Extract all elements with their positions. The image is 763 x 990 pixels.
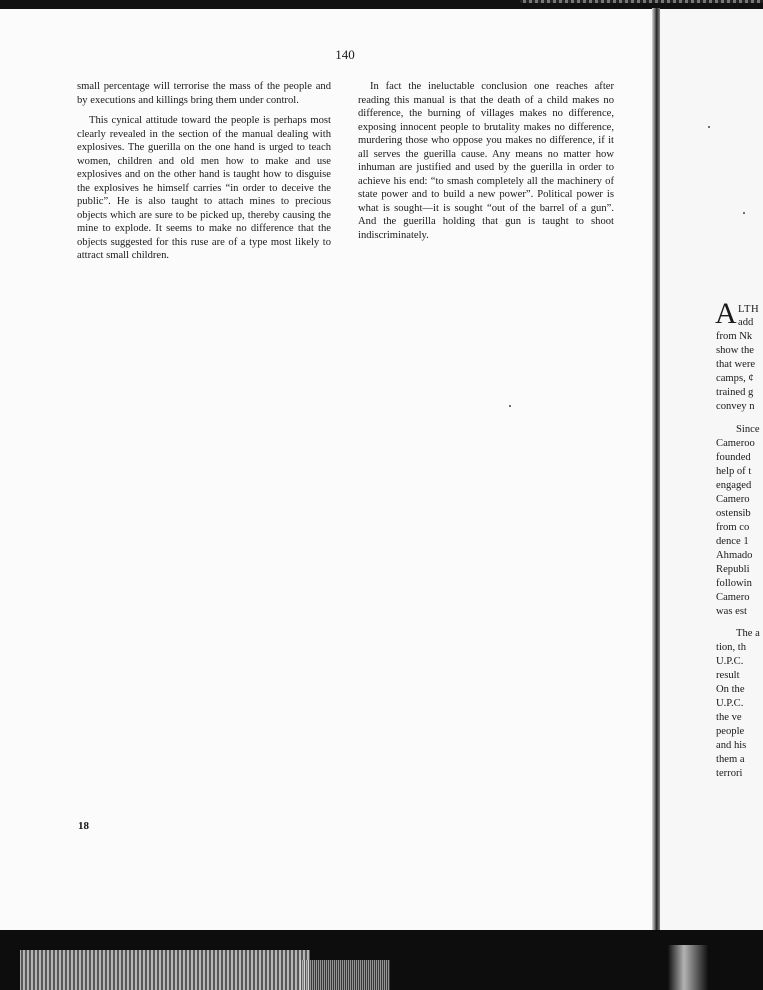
facing-page-line: U.P.C.	[716, 656, 744, 667]
facing-page-line: was est	[716, 606, 747, 617]
facing-page-line: Cameroo	[716, 438, 755, 449]
facing-page-line: terrori	[716, 768, 743, 779]
facing-page-line: Since	[736, 424, 760, 435]
facing-page-line: people	[716, 726, 745, 737]
paragraph: This cynical attitude toward the people is perhaps most clearly revealed in the section of the manual dealing with explosives. The guerilla on the one hand is urged to teach women, children and old men how to make and use explosives and on the other hand is taught how to disguise the explosives he himself carries “in order to deceive the public”. He is also taught to attach mines to precious objects which are sure to be picked up, thereby causing the mine to explode. It seems to make no difference that the objects suggested for this ruse are of a type most likely to attract small children.	[77, 115, 331, 261]
facing-page-line: Republi	[716, 564, 750, 575]
signature-mark: 18	[78, 820, 89, 832]
book-gutter	[652, 8, 660, 930]
facing-page-line: that were	[716, 359, 756, 370]
facing-page-line: from co	[716, 522, 750, 533]
facing-page-line: convey n	[716, 401, 755, 412]
scan-bottom-notch	[668, 945, 708, 990]
facing-page-line: from Nk	[716, 331, 753, 342]
facing-page-line: Camero	[716, 494, 750, 505]
scan-speck	[708, 126, 710, 128]
facing-page-line: show the	[716, 345, 754, 356]
facing-page-line: camps, ¢	[716, 373, 754, 384]
scan-speck	[509, 405, 511, 407]
facing-page-line: add	[738, 317, 754, 328]
facing-page-line: Ahmado	[716, 550, 753, 561]
facing-page-line: the ve	[716, 712, 742, 723]
scan-speck	[743, 212, 745, 214]
page-number: 140	[335, 47, 355, 62]
facing-page-line: help of t	[716, 466, 752, 477]
drop-cap: A	[715, 297, 737, 330]
facing-page-line: On the	[716, 684, 745, 695]
scan-bottom-texture	[20, 950, 310, 990]
facing-page-line: result	[716, 670, 740, 681]
facing-page-line: ostensib	[716, 508, 751, 519]
facing-page-line: engaged	[716, 480, 752, 491]
facing-page-line: tion, th	[716, 642, 747, 653]
facing-page-line: Camero	[716, 592, 750, 603]
facing-page-line: and his	[716, 740, 747, 751]
paragraph: small percentage will terrorise the mass of the people and by executions and killings bring them under control.	[77, 81, 331, 106]
right-text-column	[358, 80, 614, 249]
left-text-column	[77, 80, 331, 270]
scan-top-edge-pattern	[520, 0, 763, 3]
facing-page-line: founded	[716, 452, 751, 463]
facing-page-line: them a	[716, 754, 745, 765]
paragraph: In fact the ineluctable conclusion one reaches after reading this manual is that the death of a child makes no difference, the burning of villages makes no difference, exposing innocent people to brutality makes no difference, murdering those who oppose you makes no difference, if it all serves the guerilla cause. Any means no matter how inhuman are justified and used by the guerilla in order to achieve his end: “to smash completely all the machinery of state power and to build a new power”. Political power is what is sought—it is sought “out of the barrel of a gun”. And the guerilla holding that gun is taught to shoot indiscriminately.	[358, 81, 614, 241]
facing-page-line: The a	[736, 628, 760, 639]
scan-bottom-texture	[300, 960, 390, 990]
facing-page-line: followin	[716, 578, 752, 589]
facing-page-line: U.P.C.	[716, 698, 744, 709]
facing-page-heading-line: LTH	[738, 304, 760, 315]
facing-page-line: dence 1	[716, 536, 749, 547]
facing-page-line: trained g	[716, 387, 754, 398]
